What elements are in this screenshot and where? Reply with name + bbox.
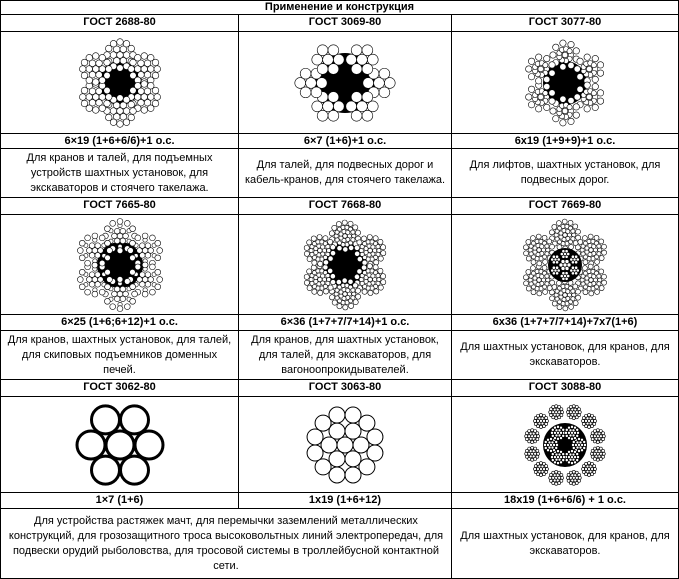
strand-1x7-section-icon: [50, 397, 190, 493]
rope-spec-label: 6×7 (1+6)+1 о.с.: [239, 134, 452, 149]
application-text: Для кранов, шахтных установок, для талей, для скиповых подъемников доменных печей.: [0, 331, 239, 380]
rope-6x19-9-section-icon: [515, 33, 615, 133]
application-text: Для кранов, для шахтных установок, для талей, для экскаваторов, для вагоноопрокидывателей.: [239, 331, 452, 380]
rope-18x19-section-icon: [515, 397, 615, 493]
gost-3063-header: ГОСТ 3063-80: [239, 380, 452, 397]
rope-image-cell: [0, 397, 239, 493]
application-text: Для шахтных установок, для кранов, для экскаваторов.: [452, 509, 679, 579]
rope-6x25-section-icon: [70, 215, 170, 315]
rope-image-cell: [239, 32, 452, 134]
rope-spec-label: 18x19 (1+6+6/6) + 1 о.с.: [452, 493, 679, 509]
rope-6x36-section-icon: [295, 215, 395, 315]
rope-spec-label: 1×7 (1+6): [0, 493, 239, 509]
application-text: Для устройства растяжек мачт, для перемычки заземлений металлических конструкций, для грозозащитного троса высоковольтных линий электропередач, для подвески орудий рыболовства, для тросовой системы в троллейбусной контактной сети.: [0, 509, 452, 579]
gost-3088-header: ГОСТ 3088-80: [452, 380, 679, 397]
gost-2688-header: ГОСТ 2688-80: [0, 15, 239, 32]
gost-3077-header: ГОСТ 3077-80: [452, 15, 679, 32]
rope-spec-label: 6x36 (1+7+7/7+14)+7x7(1+6): [452, 315, 679, 331]
gost-7669-header: ГОСТ 7669-80: [452, 198, 679, 215]
rope-image-cell: [239, 215, 452, 315]
gost-7665-header: ГОСТ 7665-80: [0, 198, 239, 215]
application-text: Для талей, для подвесных дорог и кабель-кранов, для стоячего такелажа.: [239, 149, 452, 198]
application-text: Для кранов и талей, для подъемных устройств шахтных установок, для экскаваторов и стоячего такелажа.: [0, 149, 239, 198]
rope-image-cell: [239, 397, 452, 493]
gost-3069-header: ГОСТ 3069-80: [239, 15, 452, 32]
gost-3062-header: ГОСТ 3062-80: [0, 380, 239, 397]
rope-image-cell: [0, 32, 239, 134]
rope-6x7-section-icon: [290, 33, 400, 133]
gost-7668-header: ГОСТ 7668-80: [239, 198, 452, 215]
rope-6x36-7x7-section-icon: [515, 215, 615, 315]
application-text: Для лифтов, шахтных установок, для подвесных дорог.: [452, 149, 679, 198]
rope-spec-label: 6×19 (1+6+6/6)+1 о.с.: [0, 134, 239, 149]
rope-spec-label: 6×25 (1+6;6+12)+1 о.с.: [0, 315, 239, 331]
rope-image-cell: [452, 32, 679, 134]
rope-image-cell: [452, 215, 679, 315]
rope-spec-label: 1x19 (1+6+12): [239, 493, 452, 509]
strand-1x19-section-icon: [295, 397, 395, 493]
rope-image-cell: [452, 397, 679, 493]
rope-spec-label: 6×36 (1+7+7/7+14)+1 о.с.: [239, 315, 452, 331]
rope-spec-label: 6x19 (1+9+9)+1 о.с.: [452, 134, 679, 149]
table-title: Применение и конструкция: [0, 0, 679, 15]
rope-6x19-section-icon: [70, 33, 170, 133]
rope-image-cell: [0, 215, 239, 315]
application-text: Для шахтных установок, для кранов, для экскаваторов.: [452, 331, 679, 380]
